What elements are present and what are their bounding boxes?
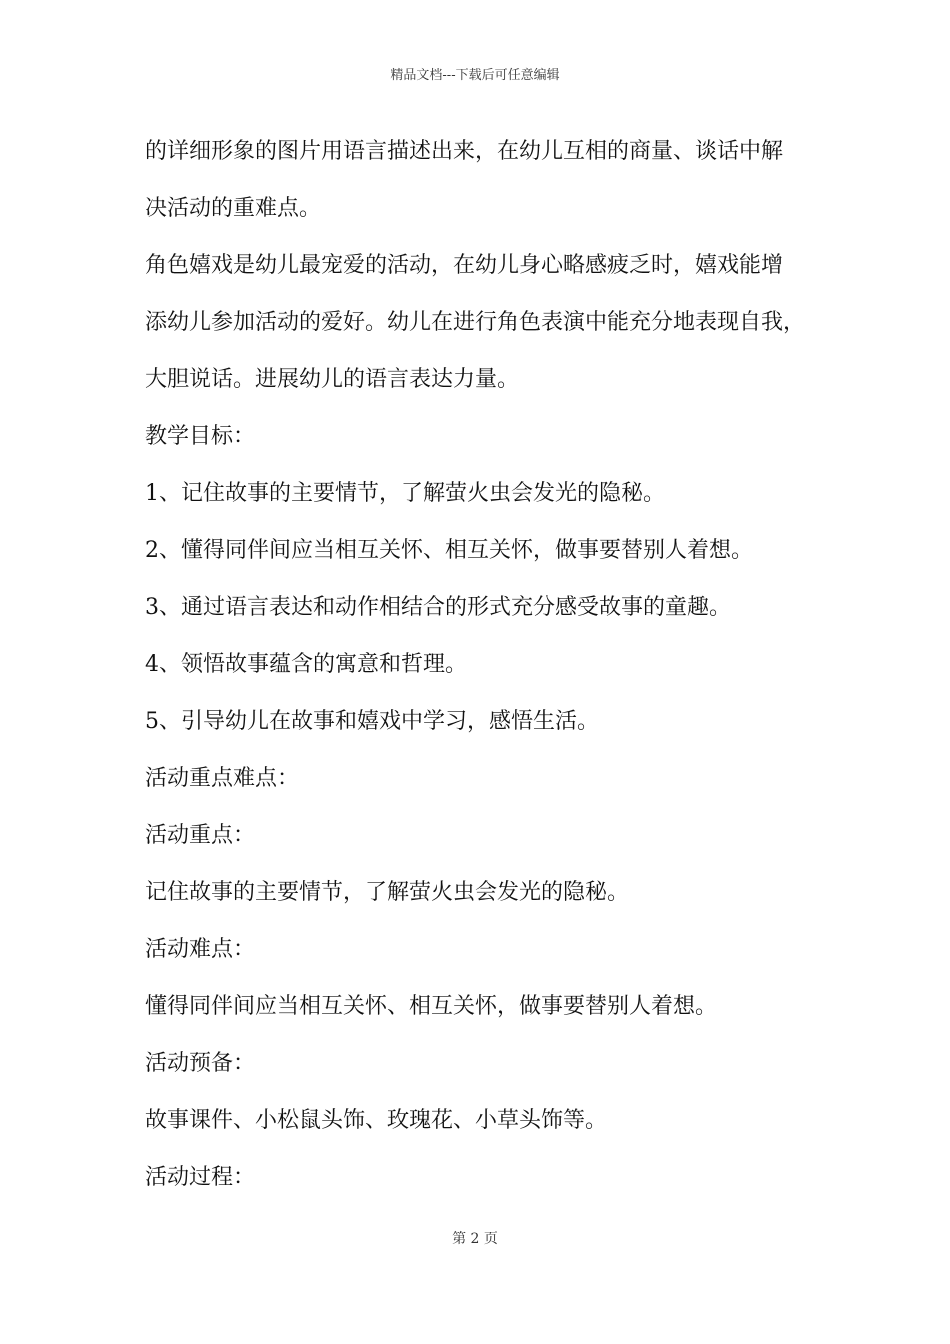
page-header: 精品文档---下载后可任意编辑 [390,68,560,83]
section-heading: 活动重点： [145,823,256,848]
paragraph-line: 大胆说话。进展幼儿的语言表达力量。 [145,367,520,392]
paragraph-line: 懂得同伴间应当相互关怀、相互关怀，做事要替别人着想。 [145,994,718,1019]
section-heading: 活动难点： [145,937,256,962]
paragraph-line: 决活动的重难点。 [145,196,322,221]
list-item: 5、引导幼儿在故事和嬉戏中学习，感悟生活。 [145,709,599,734]
paragraph-line: 故事课件、小松鼠头饰、玫瑰花、小草头饰等。 [145,1108,608,1133]
paragraph-line: 记住故事的主要情节，了解萤火虫会发光的隐秘。 [145,880,630,905]
section-heading: 活动过程： [145,1165,256,1190]
list-item: 1、记住故事的主要情节，了解萤火虫会发光的隐秘。 [145,481,665,506]
paragraph-line: 角色嬉戏是幼儿最宠爱的活动，在幼儿身心略感疲乏时，嬉戏能增 [145,253,784,278]
section-heading: 活动重点难点： [145,766,300,791]
section-heading: 教学目标： [145,424,256,449]
page-number: 第 2 页 [452,1231,498,1247]
paragraph-line: 添幼儿参加活动的爱好。幼儿在进行角色表演中能充分地表现自我， [145,310,806,335]
list-item: 3、通过语言表达和动作相结合的形式充分感受故事的童趣。 [145,595,731,620]
list-item: 4、领悟故事蕴含的寓意和哲理。 [145,652,467,677]
paragraph-line: 的详细形象的图片用语言描述出来，在幼儿互相的商量、谈话中解 [145,139,784,164]
list-item: 2、懂得同伴间应当相互关怀、相互关怀，做事要替别人着想。 [145,538,753,563]
section-heading: 活动预备： [145,1051,256,1076]
